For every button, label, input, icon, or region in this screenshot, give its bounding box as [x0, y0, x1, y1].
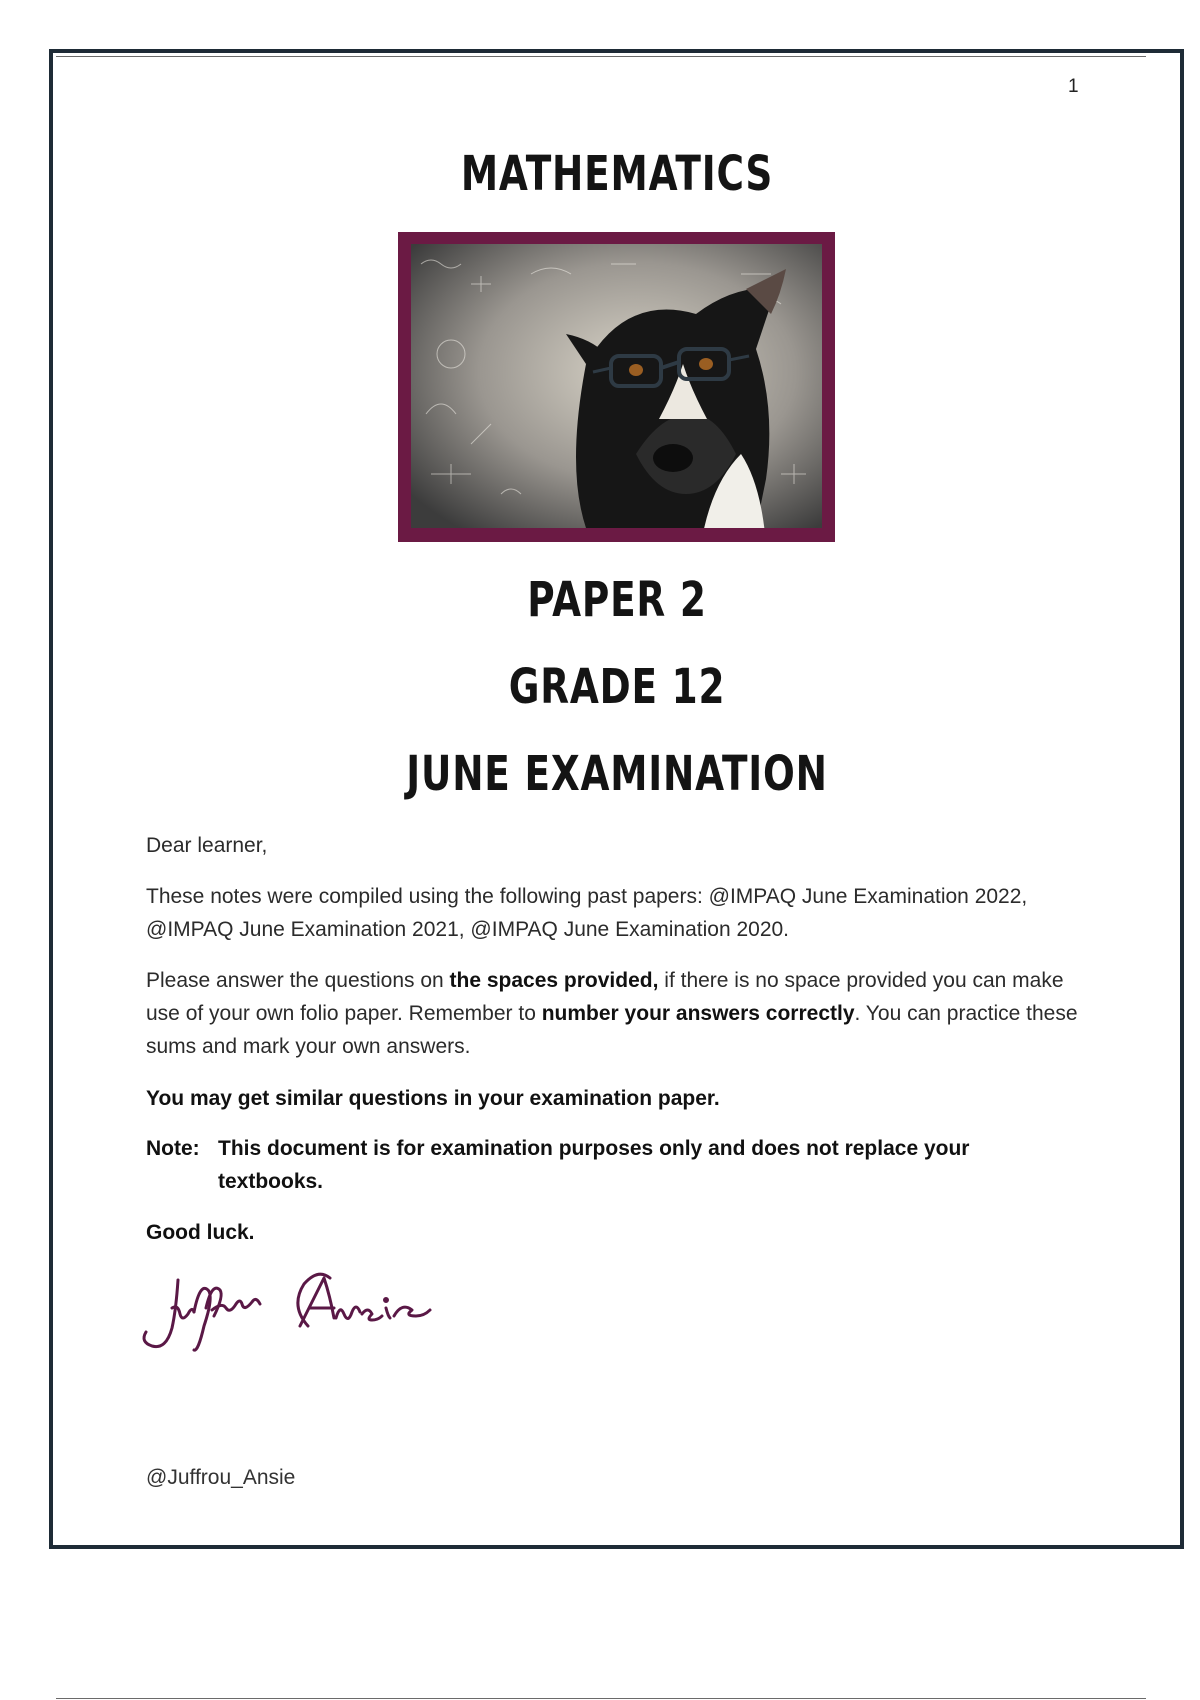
instructions-emphasis-spaces: the spaces provided,: [449, 969, 659, 992]
author-handle: @Juffrou_Ansie: [146, 1466, 296, 1489]
similar-questions-notice: You may get similar questions in your examination paper.: [146, 1087, 720, 1110]
exam-title: JUNE EXAMINATION: [406, 746, 828, 802]
subject-title: MATHEMATICS: [460, 146, 774, 202]
note-label: Note:: [146, 1137, 200, 1160]
dog-with-glasses-photo: [411, 244, 822, 528]
instructions-paragraph: [146, 964, 1096, 1063]
note-block: [146, 1132, 1096, 1198]
cover-photo: [398, 232, 835, 542]
note-text: This document is for examination purposes only and does not replace your textbooks.: [218, 1137, 970, 1193]
paper-title: PAPER 2: [527, 572, 707, 628]
salutation: Dear learner,: [146, 834, 268, 857]
header-rule: [56, 56, 1146, 57]
instructions-text-1: Please answer the questions on: [146, 969, 450, 992]
page-number: 1: [1068, 76, 1079, 97]
grade-title: GRADE 12: [508, 659, 726, 715]
footer-rule: [56, 1698, 1146, 1699]
instructions-emphasis-number: number your answers correctly: [541, 1002, 855, 1025]
intro-paragraph: These notes were compiled using the following past papers: @IMPAQ June Examination 2022, @IMPAQ June Examination 2021, @IMPAQ June Examination 2020.: [146, 885, 1028, 941]
handwritten-signature: [140, 1268, 440, 1368]
closing-text: Good luck.: [146, 1221, 255, 1244]
instructions-text-2: if there is no space provided you can make use of your own folio paper. Remember to: [146, 969, 1064, 1025]
instructions-text-3: . You can practice these sums and mark your own answers.: [146, 1002, 1078, 1058]
